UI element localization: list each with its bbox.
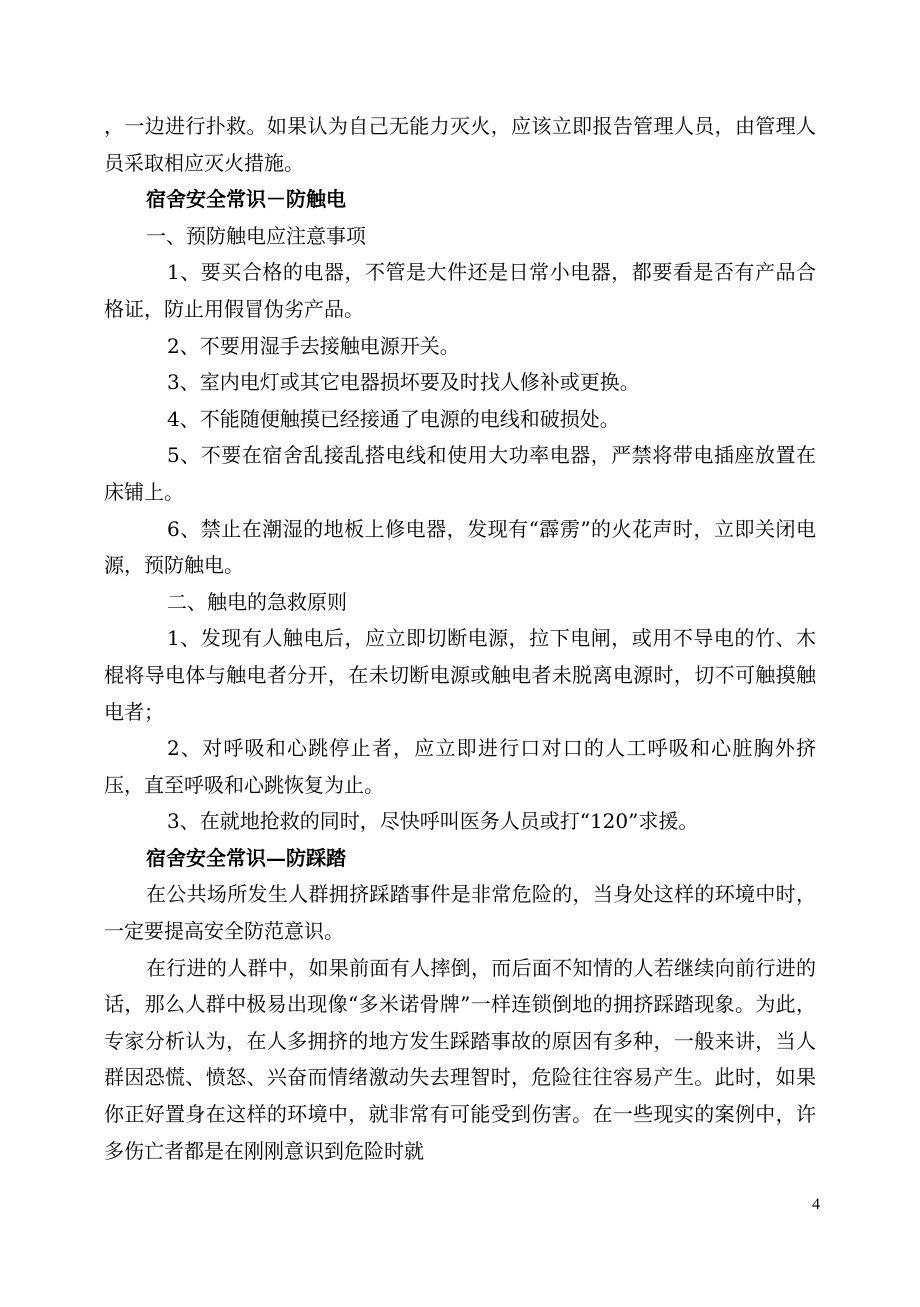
list-item: 3、室内电灯或其它电器损坏要及时找人修补或更换。 [167, 370, 640, 395]
list-item: 5、不要在宿舍乱接乱搭电线和使用大功率电器，严禁将带电插座放置在床铺上。 [104, 443, 816, 504]
section-heading-electric-shock: 宿舍安全常识－防触电 [146, 187, 346, 212]
paragraph: 在行进的人群中，如果前面有人摔倒，而后面不知情的人若继续向前行进的话，那么人群中极易出现像“多米诺骨牌”一样连锁倒地的拥挤踩踏现象。为此，专家分析认为，在人多拥挤的地方发生踩踏事故的原因有多种，一般来讲，当人群因恐慌、愤怒、兴奋而情绪激动失去理智时，危险往往容易产生。此时，如果你正好置身在这样的环境中，就非常有可能受到伤害。在一些现实的案例中，许多伤亡者都是在刚刚意识到危险时就 [104, 955, 816, 1163]
list-item: 1、要买合格的电器，不管是大件还是日常小电器，都要看是否有产品合格证，防止用假冒伪劣产品。 [104, 260, 816, 321]
document-body [104, 108, 816, 1169]
page-number: 4 [812, 1196, 820, 1213]
list-item: 6、禁止在潮湿的地板上修电器，发现有“霹雳”的火花声时，立即关闭电源，预防触电。 [104, 516, 816, 578]
list-item: 1、发现有人触电后，应立即切断电源，拉下电闸，或用不导电的竹、木棍将导电体与触电者分开，在未切断电源或触电者未脱离电源时，切不可触摸触电者； [104, 626, 816, 724]
subheading-prevention: 一、预防触电应注意事项 [146, 223, 366, 248]
section-heading-stampede: 宿舍安全常识—防踩踏 [146, 845, 346, 870]
subheading-first-aid: 二、触电的急救原则 [167, 589, 347, 614]
paragraph-fire-continuation: ，一边进行扑救。如果认为自己无能力灭火，应该立即报告管理人员，由管理人员采取相应灭火措施。 [104, 114, 816, 175]
list-item: 2、不要用湿手去接触电源开关。 [167, 333, 460, 358]
list-item: 3、在就地抢救的同时，尽快呼叫医务人员或打“120”求援。 [167, 809, 699, 834]
paragraph: 在公共场所发生人群拥挤踩踏事件是非常危险的，当身处这样的环境中时，一定要提高安全防范意识。 [104, 882, 816, 944]
list-item: 4、不能随便触摸已经接通了电源的电线和破损处。 [167, 406, 620, 431]
list-item: 2、对呼吸和心跳停止者，应立即进行口对口的人工呼吸和心脏胸外挤压，直至呼吸和心跳恢复为止。 [104, 736, 816, 797]
